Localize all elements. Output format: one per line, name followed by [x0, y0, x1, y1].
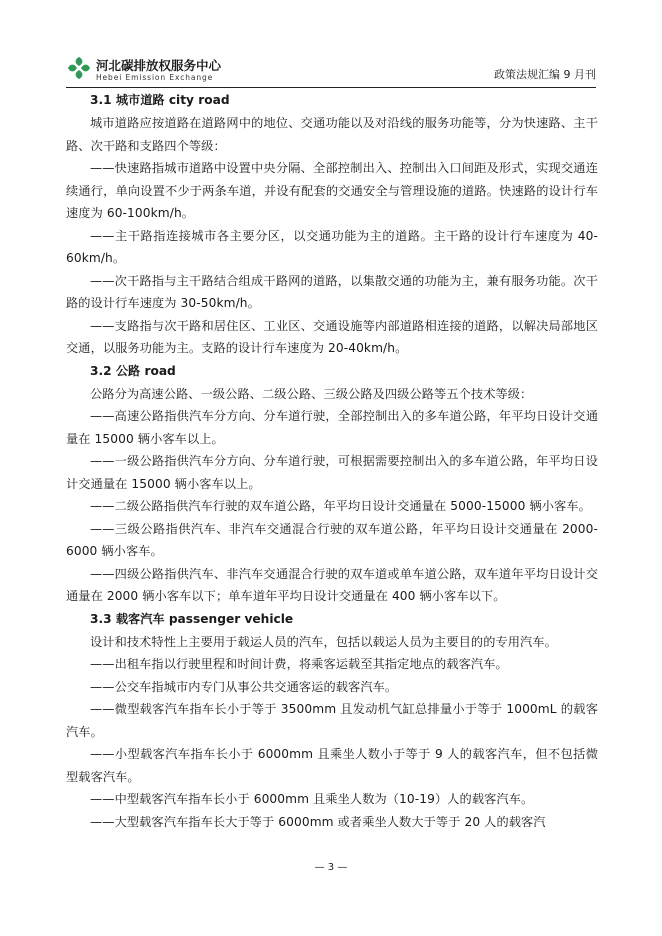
page-number: — 3 — [314, 862, 348, 873]
paragraph: 公路分为高速公路、一级公路、二级公路、三级公路及四级公路等五个技术等级： [90, 386, 533, 401]
paragraph: ——高速公路指供汽车分方向、分车道行驶，全部控制出入的多车道公路，年平均日设计交通量在 15000 辆小客车以上。 [66, 409, 598, 446]
paragraph: ——次干路指与主干路结合组成干路网的道路，以集散交通的功能为主，兼有服务功能。次干路的设计行车速度为 30-50km/h。 [66, 273, 598, 310]
paragraph: ——大型载客汽车指车长大于等于 6000mm 或者乘坐人数大于等于 20 人的载客汽 [90, 814, 546, 829]
leaf-logo-icon [66, 55, 92, 81]
section-heading: 3.1 城市道路 city road [90, 93, 230, 107]
org-name-en: Hebei Emission Exchange [96, 73, 214, 82]
paragraph: 设计和技术特性上主要用于载运人员的汽车，包括以载运人员为主要目的的专用汽车。 [90, 634, 557, 649]
document-body [66, 89, 598, 833]
paragraph: ——中型载客汽车指车长小于 6000mm 且乘坐人数为（10-19）人的载客汽车。 [90, 792, 534, 806]
paragraph: ——四级公路指供汽车、非汽车交通混合行驶的双车道或单车道公路，双车道年平均日设计交通量在 2000 辆小客车以下；单车道年平均日设计交通量在 400 辆小客车以下。 [66, 566, 598, 603]
paragraph: ——公交车指城市内专门从事公共交通客运的载客汽车。 [90, 679, 398, 694]
paragraph: ——一级公路指供汽车分方向、分车道行驶，可根据需要控制出入的多车道公路，年平均日设计交通量在 15000 辆小客车以上。 [66, 454, 598, 491]
header-divider [66, 87, 596, 88]
org-name-cn: 河北碳排放权服务中心 [96, 58, 222, 73]
section-heading: 3.2 公路 road [90, 363, 176, 378]
paragraph: ——支路指与次干路和居住区、工业区、交通设施等内部道路相连接的道路，以解决局部地区交通，以服务功能为主。支路的设计行车速度为 20-40km/h。 [66, 318, 598, 355]
paragraph: 城市道路应按道路在道路网中的地位、交通功能以及对沿线的服务功能等，分为快速路、主干路、次干路和支路四个等级： [66, 116, 598, 153]
paragraph: ——快速路指城市道路中设置中央分隔、全部控制出入、控制出入口间距及形式，实现交通连续通行，单向设置不少于两条车道，并设有配套的交通安全与管理设施的道路。快速路的设计行车速度为 60-100km/h。 [66, 161, 598, 220]
page-header [66, 52, 596, 88]
paragraph: ——出租车指以行驶里程和时间计费，将乘客运载至其指定地点的载客汽车。 [90, 657, 508, 671]
paragraph: ——二级公路指供汽车行驶的双车道公路，年平均日设计交通量在 5000-15000 辆小客车。 [90, 499, 591, 513]
issue-title: 政策法规汇编 9 月刊 [494, 68, 596, 81]
paragraph: ——主干路指连接城市各主要分区，以交通功能为主的道路。主干路的设计行车速度为 40-60km/h。 [66, 228, 598, 265]
paragraph: ——微型载客汽车指车长小于等于 3500mm 且发动机气缸总排量小于等于 1000mL 的载客汽车。 [66, 702, 598, 739]
paragraph: ——三级公路指供汽车、非汽车交通混合行驶的双车道公路，年平均日设计交通量在 2000-6000 辆小客车。 [66, 521, 598, 558]
paragraph: ——小型载客汽车指车长小于 6000mm 且乘坐人数小于等于 9 人的载客汽车，但不包括微型载客汽车。 [66, 747, 598, 784]
section-heading: 3.3 载客汽车 passenger vehicle [90, 611, 294, 626]
